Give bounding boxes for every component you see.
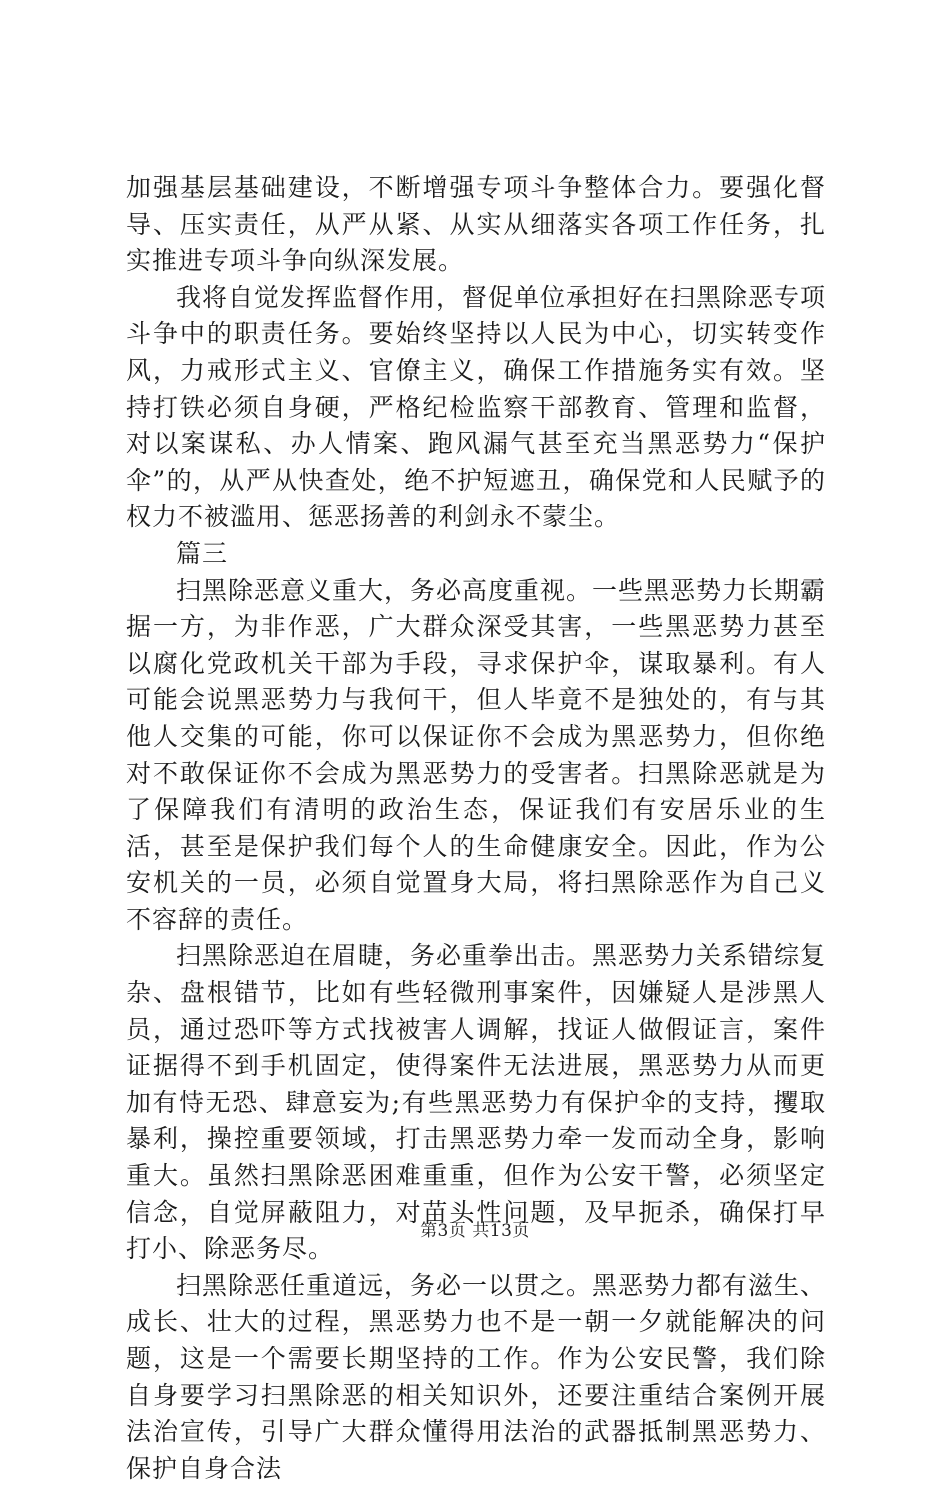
page-footer: 第3页 共13页	[420, 1221, 530, 1241]
paragraph-supervision: 我将自觉发挥监督作用，督促单位承担好在扫黑除恶专项斗争中的职责任务。要始终坚持以人民为中心，切实转变作风，力戒形式主义、官僚主义，确保工作措施务实有效。坚持打铁必须自身硬，严格纪检监察干部教育、管理和监督，对以案谋私、办人情案、跑风漏气甚至充当黑恶势力“保护伞”的，从严从快查处，绝不护短遮丑，确保党和人民赋予的权力不被滥用、惩恶扬善的利剑永不蒙尘。	[126, 282, 827, 532]
section-heading: 篇三	[176, 538, 229, 568]
paragraph-continuation: 加强基层基础建设，不断增强专项斗争整体合力。要强化督导、压实责任，从严从紧、从实从细落实各项工作任务，扎实推进专项斗争向纵深发展。	[126, 173, 826, 276]
document-body	[126, 170, 826, 1487]
paragraph-urgency: 扫黑除恶迫在眉睫，务必重拳出击。黑恶势力关系错综复杂、盘根错节，比如有些轻微刑事案件，因嫌疑人是涉黑人员，通过恐吓等方式找被害人调解，找证人做假证言，案件证据得不到手机固定，使得案件无法进展，黑恶势力从而更加有恃无恐、肆意妄为;有些黑恶势力有保护伞的支持，攫取暴利，操控重要领域，打击黑恶势力牵一发而动全身，影响重大。虽然扫黑除恶困难重重，但作为公安干警，必须坚定信念，自觉屏蔽阻力，对苗头性问题，及早扼杀，确保打早打小、除恶务尽。	[126, 941, 827, 1264]
paragraph-persistence: 扫黑除恶任重道远，务必一以贯之。黑恶势力都有滋生、成长、壮大的过程，黑恶势力也不是一朝一夕就能解决的问题，这是一个需要长期坚持的工作。作为公安民警，我们除自身要学习扫黑除恶的相关知识外，还要注重结合案例开展法治宣传，引导广大群众懂得用法治的武器抵制黑恶势力、保护自身合法	[126, 1270, 827, 1483]
paragraph-significance: 扫黑除恶意义重大，务必高度重视。一些黑恶势力长期霸据一方，为非作恶，广大群众深受其害，一些黑恶势力甚至以腐化党政机关干部为手段，寻求保护伞，谋取暴利。有人可能会说黑恶势力与我何干，但人毕竟不是独处的，有与其他人交集的可能，你可以保证你不会成为黑恶势力，但你绝对不敢保证你不会成为黑恶势力的受害者。扫黑除恶就是为了保障我们有清明的政治生态，保证我们有安居乐业的生活，甚至是保护我们每个人的生命健康安全。因此，作为公安机关的一员，必须自觉置身大局，将扫黑除恶作为自己义不容辞的责任。	[126, 575, 827, 934]
